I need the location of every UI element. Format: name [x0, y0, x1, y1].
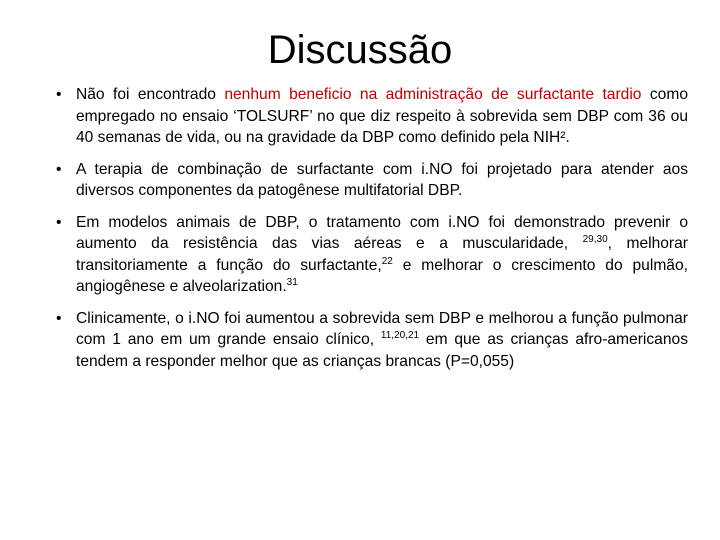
citation-superscript: 22	[381, 255, 393, 267]
bullet-dot-icon: •	[56, 213, 62, 231]
bullet-3-text-part-1: Em modelos animais de DBP, o tratamento com i.NO foi demonstrado prevenir o aumento da resistência das vias aéreas e a muscularidade,	[76, 213, 688, 252]
bullet-1-text-start: Não foi encontrado	[76, 86, 225, 103]
bullet-list	[56, 84, 688, 382]
bullet-dot-icon: •	[56, 309, 62, 327]
citation-superscript: 29,30	[582, 233, 608, 245]
bullet-3-text-part-3: e melhorar o crescimento do pulmão, angiogênese e alveolarization.	[76, 256, 688, 295]
bullet-1-text-end: como empregado no ensaio ‘TOLSURF’ no que diz respeito à sobrevida sem DBP com 36 ou 40 semanas de vida, ou na gravidade da DBP como definido pela NIH².	[76, 86, 688, 146]
bullet-dot-icon: •	[56, 160, 62, 178]
bullet-item-1	[56, 84, 688, 149]
bullet-3-text-part-2: , melhorar transitoriamente a função do surfactante,	[76, 235, 688, 274]
bullet-item-4	[56, 308, 688, 373]
bullet-item-3	[56, 212, 688, 298]
citation-superscript: 11,20,21	[380, 329, 420, 341]
bullet-4-text-part-1: Clinicamente, o i.NO foi aumentou a sobrevida sem DBP e melhorou a função pulmonar com 1 ano em um grande ensaio clínico,	[76, 309, 688, 348]
citation-superscript: 31	[286, 276, 298, 288]
bullet-dot-icon: •	[56, 86, 62, 103]
slide-title: Discussão	[267, 28, 453, 72]
bullet-1-highlight-text: nenhum beneficio na administração de surfactante tardio	[224, 86, 642, 103]
bullet-item-2	[56, 159, 688, 202]
bullet-2-text: A terapia de combinação de surfactante com i.NO foi projetado para atender aos diversos componentes da patogênese multifatorial DBP.	[76, 160, 688, 199]
bullet-4-text-part-2: em que as crianças afro-americanos tendem a responder melhor que as crianças brancas (P=0,055)	[76, 331, 688, 370]
